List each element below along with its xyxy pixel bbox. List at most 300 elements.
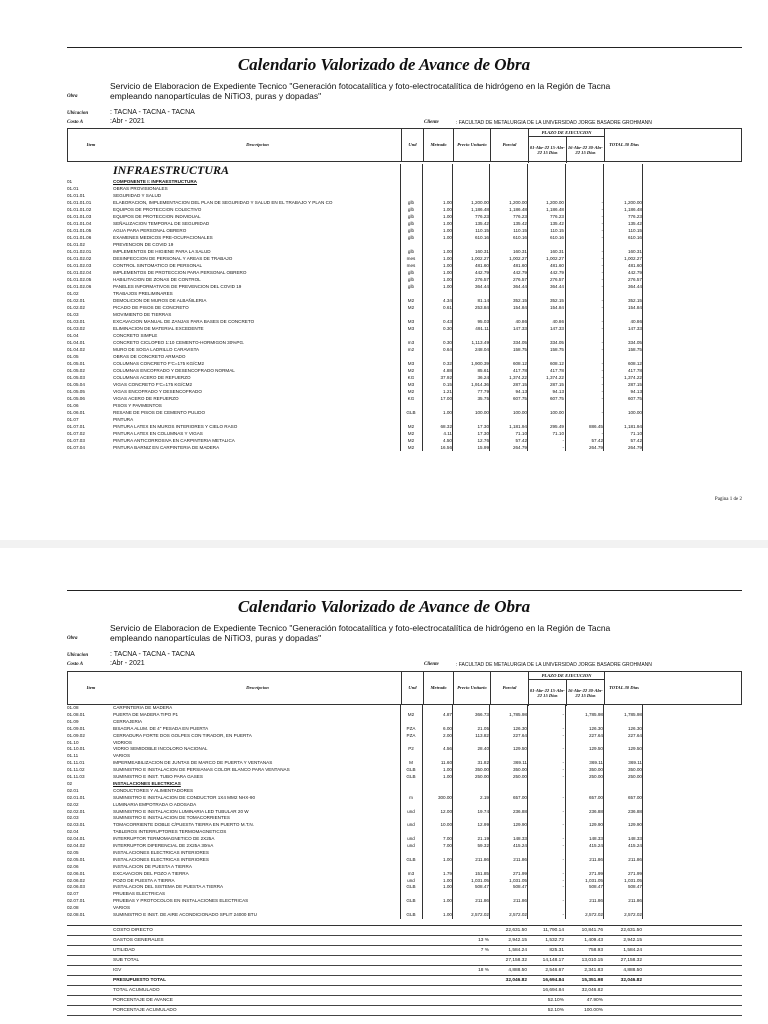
- parcial: 148.33: [512, 836, 527, 842]
- period-1: 607.75: [549, 396, 564, 401]
- item-code: 01.03.02: [67, 326, 85, 331]
- metrado: 68.32: [440, 424, 452, 429]
- metrado: 7.00: [443, 836, 452, 842]
- unit: KG: [407, 396, 415, 401]
- precio-unitario: 17.30: [477, 431, 489, 436]
- item-code: 02.06.02: [67, 877, 85, 883]
- description: IMPLEMENTOS DE PROTECCION PARA PERSONAL OBRERO: [113, 270, 247, 275]
- total: 776.23: [627, 214, 642, 219]
- period-2: 264.79: [588, 445, 603, 450]
- item-code: 01.01.01.03: [67, 214, 92, 219]
- precio-unitario: 28.40: [477, 746, 489, 752]
- total: 417.78: [627, 368, 642, 373]
- parcial: 227.64: [512, 732, 527, 738]
- period-1: 1,002.27: [546, 256, 564, 261]
- metrado: 16.56: [440, 445, 452, 450]
- column-rule: [452, 164, 453, 451]
- unit: glb: [407, 277, 415, 282]
- parcial: 369.11: [513, 760, 527, 766]
- description: DESINFECCION DE PERSONAL Y AREAS DE TRABAJO: [113, 256, 233, 261]
- unit: GLB: [406, 410, 416, 415]
- metrado: 1.00: [443, 877, 452, 883]
- total: 1,374.22: [624, 375, 642, 380]
- ubicacion-label: Ubicacion: [67, 111, 89, 116]
- parcial: 129.50: [512, 746, 527, 752]
- header-descripcion: Descripcion: [246, 685, 269, 691]
- total: 352.15: [627, 298, 642, 303]
- table-row: [67, 395, 742, 402]
- total: 158.75: [627, 347, 642, 352]
- top-rule: [67, 47, 742, 48]
- summary-row: [67, 996, 742, 1006]
- description: ELIMINACION DE MATERIAL EXCEDENTE: [113, 326, 204, 331]
- unit: M3: [407, 319, 415, 324]
- item-code: 02.07.01: [67, 898, 85, 904]
- item-code: 01.10.01: [67, 746, 85, 752]
- item-code: 01.11.03: [67, 774, 85, 779]
- metrado: 1.00: [443, 249, 452, 254]
- item-code: 01.07.01: [67, 424, 85, 429]
- parcial: 442.79: [512, 270, 527, 275]
- item-code: 01.01.01.04: [67, 221, 92, 226]
- metrado: 4.88: [443, 368, 452, 373]
- period-2: [566, 269, 603, 276]
- parcial: 94.13: [515, 389, 527, 394]
- section-row: [67, 353, 742, 360]
- period-1: 776.23: [549, 214, 564, 219]
- period-1: -: [562, 760, 564, 766]
- parcial: 160.31: [512, 249, 527, 254]
- parcial: 481.60: [512, 263, 527, 268]
- total: 227.64: [627, 732, 642, 738]
- metrado: 1.00: [443, 235, 452, 240]
- header-total: TOTAL 30 Dias: [604, 129, 643, 161]
- period-2: [566, 360, 603, 367]
- item-code: 01.09.02: [67, 732, 85, 738]
- total: 350.00: [627, 767, 642, 773]
- summary-label: GASTOS GENERALES: [113, 938, 164, 943]
- parcial: 417.78: [512, 368, 527, 373]
- item-code: 02.04.02: [67, 843, 85, 848]
- metrado: 1.00: [443, 898, 452, 904]
- unit: und: [407, 822, 415, 828]
- cliente-label: Cliente: [424, 120, 439, 125]
- header-metrado: Metrado: [423, 129, 453, 161]
- parcial: 1,181.94: [509, 424, 527, 429]
- header-item: Item: [86, 685, 96, 691]
- total: 250.00: [627, 774, 642, 779]
- parcial: 364.44: [512, 284, 527, 289]
- metrado: 4.87: [443, 711, 452, 717]
- description: EXCAVACION MANUAL DE ZANJAS PARA BASES DE CONCRETO: [113, 319, 255, 324]
- column-rule: [642, 164, 643, 451]
- description: INSTALACION DEL SISTEMA DE PUESTA A TIERRA: [113, 884, 224, 890]
- total: 1,002.27: [624, 256, 642, 261]
- total: 154.84: [627, 305, 642, 310]
- period-1: -: [562, 725, 564, 731]
- summary-label: PORCENTAJE ACUMULADO: [113, 1008, 177, 1013]
- description: PINTURA ANTICORROSIVA EN CARPINTERIA METALICA: [113, 438, 235, 443]
- unit: mes: [406, 256, 416, 261]
- obra-description: Servicio de Elaboracion de Expediente Tecnico "Generación fotocatalítica y foto-electrocatalítica de hidrógeno en la Región de Tacna empleando nanopartículas de NiTiO3, puras y dopadas": [110, 81, 611, 101]
- total: 236.88: [627, 808, 642, 814]
- period-2: 369.11: [589, 760, 603, 766]
- section-row: [67, 788, 742, 795]
- item-code: 02.01: [67, 787, 79, 793]
- period-1: -: [562, 746, 564, 752]
- section-row: [67, 185, 742, 192]
- item-code: 01.01.01.05: [67, 228, 92, 233]
- summary-total: 22,631.50: [620, 928, 642, 933]
- precio-unitario: 364.44: [474, 284, 489, 289]
- metrado: 0.30: [443, 326, 452, 331]
- item-code: 01.05.03: [67, 375, 85, 380]
- table-header: [67, 671, 742, 705]
- period-2: 211.86: [589, 856, 603, 862]
- unit: und: [407, 836, 415, 842]
- precio-unitario: 110.15: [475, 228, 489, 233]
- item-code: 02.08.01: [67, 912, 85, 917]
- table-row: [67, 283, 742, 290]
- parcial: 350.00: [512, 767, 527, 773]
- summary-parcial: 1,584.24: [508, 948, 527, 953]
- summary-label: IGV: [113, 968, 122, 973]
- column-rule: [565, 164, 566, 451]
- description: VIDRIOS: [113, 739, 132, 745]
- item-code: 01.01: [67, 186, 79, 191]
- costo-label: Costo A: [67, 662, 84, 667]
- summary-percent: 13 %: [478, 938, 489, 943]
- period-1: -: [562, 843, 564, 848]
- metrado: 10.00: [440, 822, 452, 828]
- description: EQUIPOS DE PROTECCION INDIVIDUAL: [113, 214, 201, 219]
- column-rule: [603, 164, 604, 451]
- period-2: [566, 381, 603, 388]
- header-descripcion: Descripcion: [246, 142, 269, 148]
- period-2: 886.45: [588, 424, 603, 429]
- description: EXCAVACION DEL POZO A TIERRA: [113, 870, 189, 876]
- summary-period-1: 52.10%: [547, 1008, 564, 1013]
- precio-unitario: 31.82: [477, 760, 489, 766]
- total: 1,200.00: [624, 200, 642, 205]
- parcial: 110.15: [513, 228, 527, 233]
- description: POZO DE PUESTA A TIERRA: [113, 877, 175, 883]
- description: EQUIPOS DE PROTECCION COLECTIVO: [113, 207, 202, 212]
- summary-label: PRESUPUESTO TOTAL: [113, 978, 167, 983]
- summary-row: [67, 926, 742, 936]
- metrado: 1.00: [443, 410, 452, 415]
- precio-unitario: 2.19: [480, 794, 489, 800]
- unit: und: [407, 877, 415, 883]
- section-row: [67, 905, 742, 912]
- description: VIDRIO SEMIDOBLE INCOLORO NACIONAL: [113, 746, 208, 752]
- summary-period-2: 100.00%: [584, 1008, 603, 1013]
- unit: m3: [407, 870, 415, 876]
- total: 211.86: [628, 898, 642, 904]
- parcial: 1,785.98: [509, 711, 527, 717]
- period-2: 227.64: [588, 732, 603, 738]
- item-code: 01.05.04: [67, 382, 85, 387]
- table-row: [67, 360, 742, 367]
- table-row: [67, 822, 742, 829]
- period-1: 276.57: [549, 277, 564, 282]
- item-code: 02.01.01: [67, 794, 85, 800]
- period-2: [566, 199, 603, 206]
- table-row: [67, 437, 742, 444]
- unit: M2: [407, 711, 415, 717]
- period-1: 442.79: [549, 270, 564, 275]
- description: INSTALACIONES ELECTRICAS INTERIORES: [113, 856, 209, 862]
- period-1: 287.15: [549, 382, 564, 387]
- parcial: 126.30: [512, 725, 527, 731]
- metrado: 1.00: [443, 767, 452, 773]
- item-code: 01.09: [67, 718, 79, 724]
- top-rule: [67, 590, 742, 591]
- total: 57.42: [630, 438, 642, 443]
- total: 415.24: [627, 843, 642, 848]
- precio-unitario: 12.99: [477, 822, 489, 828]
- period-1: -: [562, 822, 564, 828]
- description: COMPONENTE I: INFRAESTRUCTURA: [113, 179, 197, 184]
- item-code: 01.10: [67, 739, 79, 745]
- description: VIGAS ENCOFRADO Y DESENCOFRADO: [113, 389, 202, 394]
- period-2: [566, 374, 603, 381]
- period-2: 148.33: [588, 836, 603, 842]
- precio-unitario: 81.14: [477, 298, 489, 303]
- header-plazo: PLAZO DE EJECUCION: [528, 672, 604, 680]
- period-1: 71.10: [552, 431, 564, 436]
- precio-unitario: 59.32: [477, 843, 489, 848]
- description: INSTALACION DE PUESTA A TIERRA: [113, 863, 192, 869]
- precio-unitario: 253.84: [474, 305, 489, 310]
- table-row: [67, 297, 742, 304]
- description: PISOS Y PAVIMENTOS: [113, 403, 162, 408]
- page-title: Calendario Valorizado de Avance de Obra: [237, 597, 531, 616]
- description: SUMINISTRO E INSTALACION DE CONDUCTOR 1X4 MM2 NHX-90: [113, 794, 256, 800]
- section-row: [67, 705, 742, 712]
- precio-unitario: 151.85: [474, 870, 489, 876]
- period-2: 2,572.02: [585, 912, 603, 917]
- total: 1,031.05: [624, 877, 642, 883]
- description: HABILITACION DE ZONAS DE CONTROL: [113, 277, 201, 282]
- summary-label: COSTO DIRECTO: [113, 928, 153, 933]
- total: 508.47: [627, 884, 642, 890]
- description: TRABAJOS PRELIMINARES: [113, 291, 173, 296]
- description: ELABORACION, IMPLEMENTACION DEL PLAN DE SEGURIDAD Y SALUD EN EL TRABAJO Y PLAN CO: [113, 200, 333, 205]
- item-code: 01.07.04: [67, 445, 85, 450]
- item-code: 01.09.01: [67, 725, 85, 731]
- total: 100.00: [627, 410, 642, 415]
- column-rule: [422, 705, 423, 919]
- period-1: 158.75: [549, 347, 564, 352]
- period-2: [566, 325, 603, 332]
- description: PRUEBAS Y PROTOCOLOS EN INSTALACIONES ELECTRICAS: [113, 898, 249, 904]
- table-row: [67, 884, 742, 891]
- description: IMPERMEABILIZACION DE JUNTAS DE MARCO DE PUERTA Y VENTANAS: [113, 760, 273, 766]
- period-2: [566, 220, 603, 227]
- table-row: [67, 774, 742, 781]
- total: 442.79: [627, 270, 642, 275]
- table-row: [67, 878, 742, 885]
- metrado: 1.21: [443, 389, 452, 394]
- parcial: 264.79: [512, 445, 527, 450]
- summary-row: [67, 1006, 742, 1016]
- period-2: 1,031.05: [585, 877, 603, 883]
- summary-row: [67, 946, 742, 956]
- summary-label: SUB TOTAL: [113, 958, 140, 963]
- period-1: 94.13: [552, 389, 564, 394]
- parcial: 657.00: [512, 794, 527, 800]
- metrado: 1.00: [443, 277, 452, 282]
- item-code: 01.03.01: [67, 319, 85, 324]
- period-1: -: [562, 856, 564, 862]
- item-code: 02.03.01: [67, 822, 85, 828]
- table-row: [67, 809, 742, 816]
- metrado: 1.00: [443, 207, 452, 212]
- period-1: 417.78: [549, 368, 564, 373]
- total: 211.86: [628, 856, 642, 862]
- precio-unitario: 248.04: [474, 347, 489, 352]
- unit: glb: [407, 221, 415, 226]
- unit: M3: [407, 382, 415, 387]
- unit: M2: [407, 305, 415, 310]
- summary-parcial: 32,046.82: [505, 978, 527, 983]
- summary-row: [67, 976, 742, 986]
- table-row: [67, 767, 742, 774]
- description: PINTURA: [113, 417, 134, 422]
- costo-value: :Abr - 2021: [110, 660, 145, 667]
- ubicacion-label: Ubicacion: [67, 653, 89, 658]
- item-code: 01.02: [67, 291, 79, 296]
- description: SEÑALIZACION TEMPORAL DE SEGURIDAD: [113, 221, 210, 226]
- metrado: 12.00: [440, 808, 452, 814]
- precio-unitario: 776.23: [474, 214, 489, 219]
- description: LUMINARIA EMPOTRADA O ADOSADA: [113, 801, 197, 807]
- total: 264.79: [627, 445, 642, 450]
- header-und: Und: [401, 672, 423, 704]
- metrado: 300.00: [437, 794, 452, 800]
- section-row: [67, 740, 742, 747]
- metrado: 4.11: [443, 431, 452, 436]
- description: SUMINISTRO E INSTALACION LUMINARIA LED TUBULAR 20 W: [113, 808, 249, 814]
- period-2: [566, 388, 603, 395]
- table-row: [67, 388, 742, 395]
- total: 610.16: [627, 235, 642, 240]
- period-1: 1,374.22: [546, 375, 564, 380]
- metrado: 1.00: [443, 263, 452, 268]
- section-row: [67, 815, 742, 822]
- unit: M2: [407, 298, 415, 303]
- total: 1,186.48: [624, 207, 642, 212]
- column-rule: [422, 164, 423, 451]
- summary-period-1: 14,148.17: [542, 958, 564, 963]
- total: 1,181.94: [624, 424, 642, 429]
- precio-unitario: 1,186.48: [471, 207, 489, 212]
- table-row: [67, 234, 742, 241]
- table-row: [67, 374, 742, 381]
- precio-unitario: 1,031.05: [471, 877, 489, 883]
- budget-table-page-2: [67, 705, 742, 925]
- period-2: 1,785.98: [585, 711, 603, 717]
- column-rule: [565, 705, 566, 919]
- metrado: 1.00: [443, 228, 452, 233]
- item-code: 01.08: [67, 705, 79, 710]
- period-2: 126.30: [588, 725, 603, 731]
- unit: m2: [407, 347, 415, 352]
- total: 126.30: [627, 725, 642, 731]
- section-row: [67, 719, 742, 726]
- item-code: 01.05.02: [67, 368, 85, 373]
- precio-unitario: 481.60: [474, 263, 489, 268]
- section-row: [67, 178, 742, 185]
- period-1: -: [562, 767, 564, 773]
- period-2: 508.47: [588, 884, 603, 890]
- precio-unitario: 366.73: [474, 711, 489, 717]
- metrado: 1.00: [443, 214, 452, 219]
- period-2: 250.00: [588, 774, 603, 779]
- costo-value: :Abr - 2021: [110, 118, 145, 125]
- total: 657.00: [627, 794, 642, 800]
- table-row: [67, 423, 742, 430]
- table-row: [67, 206, 742, 213]
- unit: GLB: [406, 884, 416, 890]
- table-row: [67, 871, 742, 878]
- metrado: 0.43: [443, 319, 452, 324]
- period-1: 334.05: [549, 340, 564, 345]
- table-row: [67, 346, 742, 353]
- period-1: 160.31: [549, 249, 564, 254]
- precio-unitario: 1,002.27: [471, 256, 489, 261]
- header-plazo: PLAZO DE EJECUCION: [528, 129, 604, 137]
- section-row: [67, 850, 742, 857]
- precio-unitario: 21.19: [477, 836, 489, 842]
- metrado: 7.00: [443, 843, 452, 848]
- summary-period-2: 10,841.76: [581, 928, 603, 933]
- item-code: 02.05: [67, 849, 79, 855]
- summary-period-2: 758.93: [588, 948, 603, 953]
- period-1: 1,200.00: [546, 200, 564, 205]
- period-1: 481.60: [549, 263, 564, 268]
- description: PINTURA LATEX EN COLUMNAS Y VIGAS: [113, 431, 203, 436]
- period-1: 110.15: [550, 228, 564, 233]
- unit: M2: [407, 438, 415, 443]
- period-2: [566, 227, 603, 234]
- description: BISAGRA ALUM. DE 4" PESADA EN PUERTA: [113, 725, 209, 731]
- table-header: [67, 128, 742, 162]
- summary-parcial: 22,631.50: [505, 928, 527, 933]
- item-code: 01.01.02.02: [67, 256, 92, 261]
- unit: PZA: [406, 732, 416, 738]
- item-code: 01.07.03: [67, 438, 85, 443]
- summary-parcial: 27,158.32: [505, 958, 527, 963]
- description: PREVENCION DE COVID 19: [113, 242, 174, 247]
- section-row: [67, 829, 742, 836]
- period-1: 40.86: [552, 319, 564, 324]
- table-row: [67, 409, 742, 416]
- column-rule: [489, 705, 490, 919]
- item-code: 01.01.02.06: [67, 284, 92, 289]
- item-code: 02.02: [67, 801, 79, 807]
- metrado: 4.56: [443, 746, 452, 752]
- metrado: 1.00: [443, 884, 452, 890]
- description: CARPINTERIA DE MADERA: [113, 705, 173, 710]
- precio-unitario: 442.79: [474, 270, 489, 275]
- table-row: [67, 444, 742, 451]
- parcial: 57.42: [515, 438, 527, 443]
- parcial: 607.75: [512, 396, 527, 401]
- description: CERRAJERIA: [113, 718, 143, 724]
- header-period-1: 01-Abr-22 15-Abr-22 15 Dias: [528, 137, 566, 163]
